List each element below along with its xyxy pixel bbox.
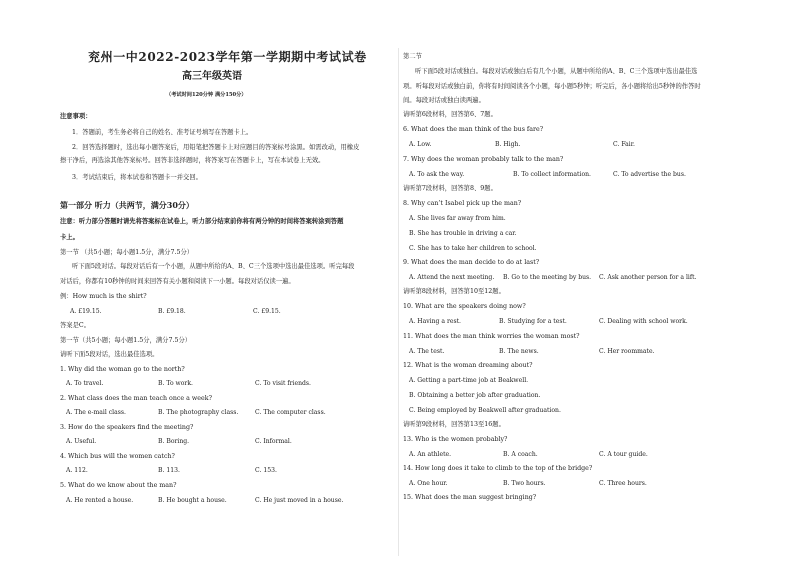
option: A. Having a rest. [409,318,461,325]
option: B. Obtaining a better job after graduation. [409,392,541,399]
option: B. 113. [158,467,180,474]
option: A. Attend the next meeting. [409,274,495,281]
part1-heading: 第一部分 听力（共两节，满分30分） [60,200,194,210]
exam-info: （考试时间120分钟 满分150分） [166,92,247,98]
option: B. He bought a house. [158,497,227,504]
question: 5. What do we know about the man? [60,482,177,489]
option: A. To travel. [66,380,104,387]
option: C. Dealing with school work. [599,318,688,325]
material-heading: 请听第6段材料，回答第6、7题。 [403,111,497,118]
option: A. An athlete. [409,451,452,458]
question: 6. What does the man think of the bus fare? [403,126,544,133]
notes-heading: 注意事项： [60,113,92,120]
note-item: 2．回答选择题时，选出每小题答案后，用铅笔把答题卡上对应题目的答案标号涂黑。如需改动，用橡皮 [72,144,360,151]
note-item: 3．考试结束后，将本试卷和答题卡一并交回。 [72,174,202,181]
example-option: B. £9.18. [158,308,186,315]
option: C. 153. [255,467,277,474]
option: B. High. [495,141,521,148]
option: B. To work. [158,380,193,387]
section1b-heading: 第一节（共5小题；每小题1.5分，满分7.5分） [60,337,192,344]
option: C. To advertise the bus. [613,171,686,178]
option: C. He just moved in a house. [255,497,344,504]
material-heading: 请听第9段材料，回答第13至16题。 [403,421,505,428]
exam-title: 兖州一中2022-2023学年第一学期期中考试试卷 [88,50,367,64]
option: C. A tour guide. [599,451,648,458]
example-option: A. £19.15. [70,308,102,315]
question: 8. Why can’t Isabel pick up the man? [403,200,522,207]
option: A. She lives far away from him. [409,215,506,222]
question: 15. What does the man suggest bringing? [403,494,537,501]
question: 10. What are the speakers doing now? [403,303,526,310]
option: A. Low. [409,141,432,148]
option: C. She has to take her children to school. [409,245,537,252]
option: B. Boring. [158,438,190,445]
option: B. Studying for a test. [499,318,567,325]
material-heading: 请听第8段材料，回答第10至12题。 [403,288,505,295]
question: 3. How do the speakers find the meeting? [60,424,194,431]
note-item: 1．答题前，考生务必将自己的姓名、准考证号填写在答题卡上。 [72,129,253,136]
option: C. Being employed by Beakwell after graduation. [409,407,561,414]
example-question: 例：How much is the shirt? [60,293,147,300]
example-option: C. £9.15. [253,308,281,315]
option: B. The news. [499,348,539,355]
option: C. Informal. [255,438,292,445]
option: B. She has trouble in driving a car. [409,230,517,237]
question: 1. Why did the woman go to the north? [60,366,185,373]
example-answer: 答案是C。 [60,322,91,329]
question: 14. How long does it take to climb to the top of the bridge? [403,465,593,472]
option: A. 112. [66,467,88,474]
option: C. Ask another person for a lift. [599,274,697,281]
option: A. The test. [409,348,445,355]
option: B. Go to the meeting by bus. [503,274,592,281]
question: 13. Who is the women probably? [403,436,508,443]
material-heading: 请听第7段材料，回答第8、9题。 [403,185,497,192]
question: 4. Which bus will the women catch? [60,453,175,460]
section1-heading: 第一节 （共5小题；每小题1.5分，满分7.5分） [60,249,194,256]
question: 7. Why does the woman probably talk to the man? [403,156,564,163]
option: C. Her roommate. [599,348,655,355]
section1b-text: 请听下面5段对话，选出最佳选项。 [60,351,159,358]
part1-instruction: 卡上。 [60,234,79,241]
option: B. To collect information. [513,171,591,178]
option: A. He rented a house. [66,497,134,504]
option: C. To visit friends. [255,380,311,387]
exam-subtitle: 高三年级英语 [182,71,242,82]
option: B. The photography class. [158,409,239,416]
option: A. To ask the way. [409,171,465,178]
option: C. The computer class. [255,409,326,416]
part2-text: 听下面5段对话或独白。每段对话或独白后有几个小题，从题中所给的A、B、C三个选项中选出最佳选 [415,68,698,75]
part1-instruction: 注意：听力部分答题时请先将答案标在试卷上，听力部分结束前你将有两分钟的时间将答案转涂到答题 [60,218,344,225]
option: C. Fair. [613,141,635,148]
question: 9. What does the man decide to do at last? [403,259,540,266]
column-divider [398,48,399,556]
option: B. Two hours. [503,480,546,487]
option: A. One hour. [409,480,448,487]
part2-text: 间。每段对话或独白读两遍。 [403,97,485,104]
question: 2. What class does the man teach once a week? [60,395,212,402]
option: A. Getting a part-time job at Beakwell. [409,377,529,384]
option: B. A coach. [503,451,538,458]
option: C. Three hours. [599,480,647,487]
option: A. Useful. [66,438,97,445]
part2-text: 项。听每段对话或独白前，你将有时间阅读各个小题，每小题5秒钟；听完后，各小题将给出5秒钟的作答时 [403,83,701,90]
part2-heading: 第二节 [403,53,422,60]
note-item: 擦干净后，再选涂其他答案标号。回答非选择题时，将答案写在答题卡上，写在本试卷上无效。 [60,157,325,164]
option: A. The e-mail class. [66,409,126,416]
question: 12. What is the woman dreaming about? [403,362,533,369]
section1-text: 听下面5段对话。每段对话后有一个小题，从题中所给的A、B、C三个选项中选出最佳选项。听完每段 [72,263,355,270]
section1-text: 对话后，你都有10秒钟的时间来回答有关小题和阅读下一小题。每段对话仅读一遍。 [60,278,295,285]
question: 11. What does the man think worries the woman most? [403,333,580,340]
